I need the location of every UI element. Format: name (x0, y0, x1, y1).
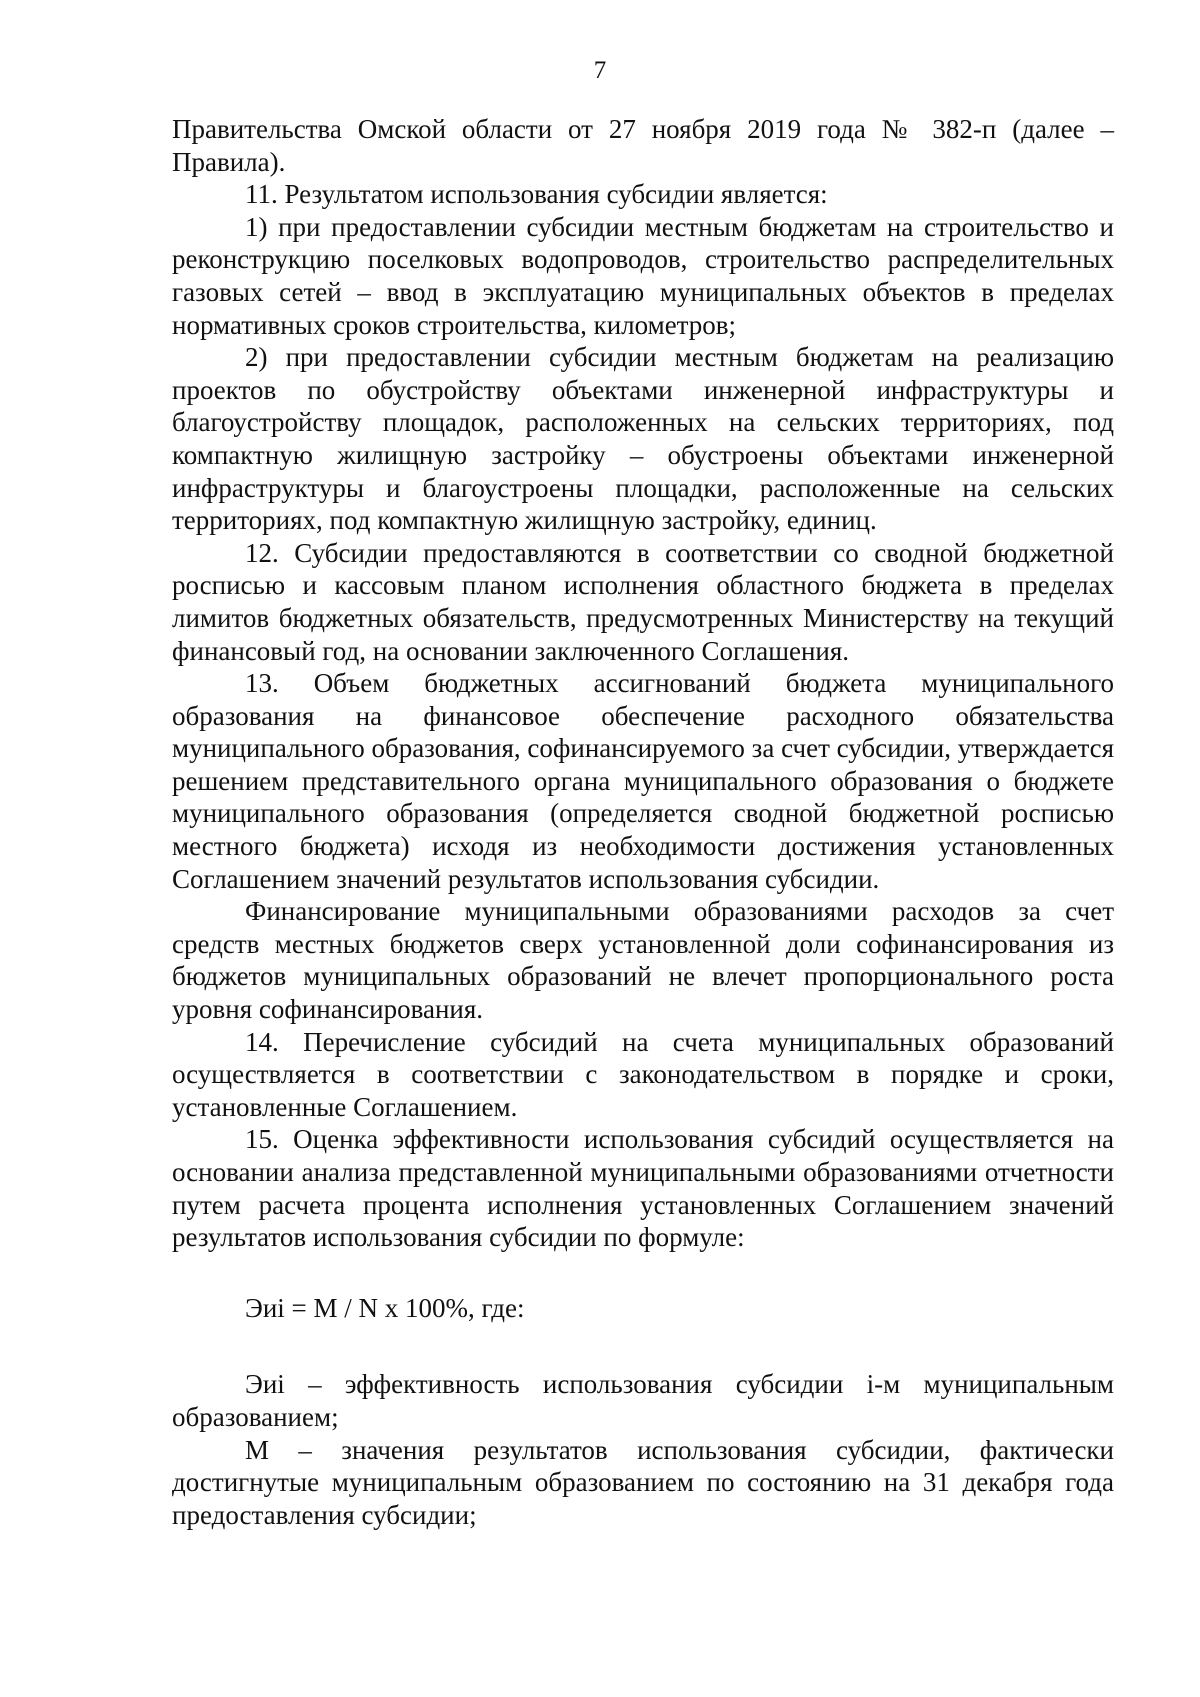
paragraph-11-item-2: 2) при предоставлении субсидии местным бюджетам на реализацию проектов по обустройству объектами инженерной инфраструктуры и благоустройству площадок, расположенных на сельских территориях, под компактную жилищную застройку – обустроены объектами инженерной инфраструктуры и благоустроены площадки, расположенные на сельских территориях, под компактную жилищную застройку, единиц. (172, 342, 1114, 536)
paragraph-continuation: Правительства Омской области от 27 ноября 2019 года № 382-п (далее – Правила). (172, 114, 1114, 177)
paragraph-15: 15. Оценка эффективности использования субсидий осуществляется на основании анализа представленной муниципальными образованиями отчетности путем расчета процента исполнения установленных Соглашением значений результатов использования субсидии по формуле: (172, 1124, 1114, 1253)
definition-m: M – значения результатов использования субсидии, фактически достигнутые муниципальным образованием по состоянию на 31 декабря года предоставления субсидии; (172, 1434, 1114, 1530)
paragraph-13: 13. Объем бюджетных ассигнований бюджета муниципального образования на финансовое обеспечение расходного обязательства муниципального образования, софинансируемого за счет субсидии, утверждается решением представительного органа муниципального образования о бюджете муниципального образования (определяется сводной бюджетной росписью местного бюджета) исходя из необходимости достижения установленных Соглашением значений результатов использования субсидии. (172, 668, 1114, 894)
paragraph-12: 12. Субсидии предоставляются в соответствии со сводной бюджетной росписью и кассовым планом исполнения областного бюджета в пределах лимитов бюджетных обязательств, предусмотренных Министерству на текущий финансовый год, на основании заключенного Соглашения. (172, 537, 1114, 666)
paragraph-14: 14. Перечисление субсидий на счета муниципальных образований осуществляется в соответствии с законодательством в порядке и сроки, установленные Соглашением. (172, 1026, 1114, 1122)
document-body (172, 113, 1114, 1531)
page-number: 7 (593, 57, 607, 84)
definition-eii: Эиi – эффективность использования субсидии i-м муниципальным образованием; (172, 1369, 1114, 1432)
paragraph-11-item-1: 1) при предоставлении субсидии местным бюджетам на строительство и реконструкцию поселковых водопроводов, строительство распределительных газовых сетей – ввод в эксплуатацию муниципальных объектов в пределах нормативных сроков строительства, километров; (172, 211, 1114, 340)
paragraph-11: 11. Результатом использования субсидии является: (245, 179, 828, 210)
paragraph-13-financing: Финансирование муниципальными образованиями расходов за счет средств местных бюджетов сверх установленной доли софинансирования из бюджетов муниципальных образований не влечет пропорционального роста уровня софинансирования. (172, 896, 1114, 1025)
efficiency-formula: Эиi = M / N x 100%, где: (245, 1292, 525, 1323)
